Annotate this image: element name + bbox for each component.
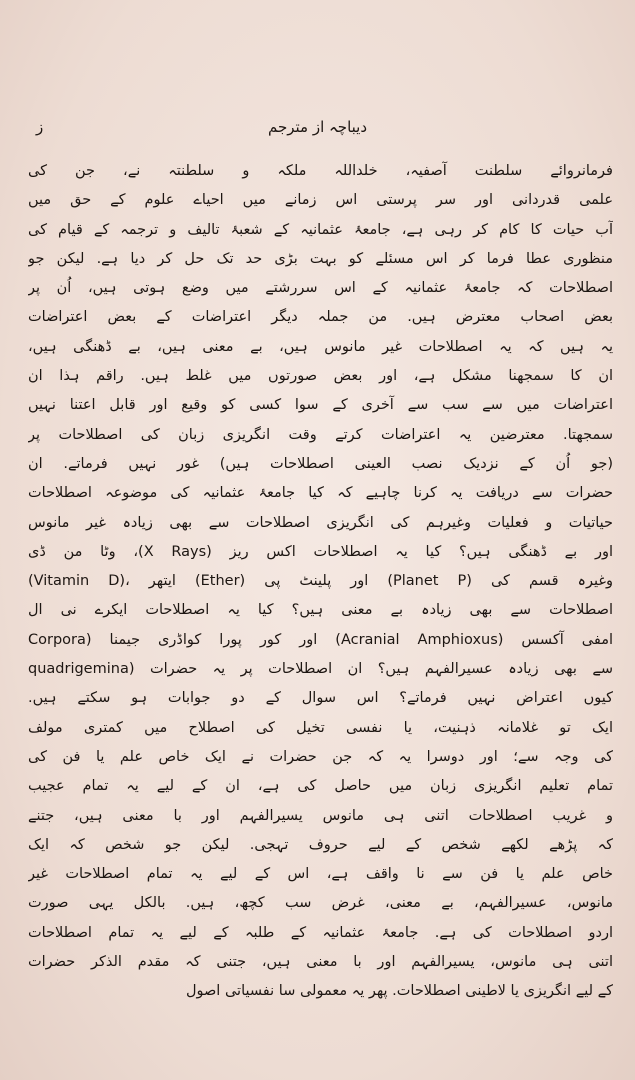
text-line: کے لیے انگریزی یا لاطینی اصطلاحات. پھر یہ معمولی سا نفسیاتی اصول bbox=[185, 983, 613, 1000]
text-line: تمام تعلیم انگریزی زبان میں حاصل کی ہے، ان کے لیے یہ تمام عجیب bbox=[28, 778, 613, 795]
text-line: یہ ہیں کہ یہ اصطلاحات غیر مانوس ہیں، بے معنی ہیں، بے ڈھنگی ہیں، bbox=[28, 338, 613, 355]
text-line: اتنی ہی مانوس، یسیرالفہم اور با معنی ہیں، جتنی کہ مقدم الذکر حضرات bbox=[28, 954, 613, 971]
page-header bbox=[0, 118, 635, 148]
text-line: (Vitamin D)، ایتھر (Ether) اور پلینٹ پی (Planet P) وغیرہ قسم کی bbox=[28, 573, 613, 590]
text-line: امفی آکسس (Acranial Amphioxus) اور کور پورا کواڈری جیمنا (Corpora bbox=[28, 631, 613, 648]
text-line: بعض اصحاب معترض ہیں. من جملہ دیگر اعتراضات کے بعض اعتراضات bbox=[28, 309, 613, 326]
text-line: اردو اصطلاحات کی ہے. جامعۂ عثمانیہ کے طلبہ کے لیے یہ تمام اصطلاحات bbox=[28, 924, 613, 941]
page-number: ز bbox=[36, 118, 44, 136]
text-line: حیاتیات و فعلیات وغیرہم کی انگریزی اصطلاحات سے بھی زیادہ غیر مانوس bbox=[28, 514, 613, 531]
text-line: اصطلاحات کہ جامعۂ عثمانیہ کے اس سررشتے میں وضع ہوتی ہیں، اُن پر bbox=[28, 280, 613, 297]
text-line: کی وجہ سے؛ اور دوسرا یہ کہ جن حضرات نے ایک خاص علم یا فن کی bbox=[28, 748, 613, 765]
text-line: کیوں اعتراض نہیں فرماتے؟ اس سوال کے دو جوابات ہو سکتے ہیں. bbox=[28, 690, 613, 707]
text-line: ایک تو غلامانہ ذہنیت، یا نفسی تخیل کی اصطلاح میں کمتری مولف bbox=[28, 719, 613, 736]
body-text bbox=[28, 157, 613, 1007]
text-line: مانوس، عسیرالفہم، بے معنی، غرض سب کچھ، ہیں. بالکل یہی صورت bbox=[28, 895, 613, 912]
text-line: ان کا سمجھنا مشکل ہے، اور بعض صورتوں میں غلط ہیں. راقم ہذا ان bbox=[28, 368, 613, 385]
text-line: کہ پڑھے لکھے شخص کے لیے حروف تہجی. لیکن جو شخص کہ ایک bbox=[28, 836, 613, 853]
running-title: دیباچہ از مترجم bbox=[267, 118, 368, 136]
text-line: آب حیات کا کام کر رہی ہے، جامعۂ عثمانیہ کے شعبۂ تالیف و ترجمہ کے قیام کی bbox=[28, 221, 613, 238]
text-line: علمی قدردانی اور سر پرستی اس زمانے میں احیاے علوم کے حق میں bbox=[28, 192, 613, 209]
text-line: اعتراضات میں سے سب سے آخری کے سوا کسی کو وقیع اور قابل اعتنا نہیں bbox=[28, 397, 613, 414]
text-line: خاص علم یا فن سے نا واقف ہے، اس کے لیے یہ تمام اصطلاحات غیر bbox=[28, 866, 613, 883]
text-line: quadrigemina) سے بھی زیادہ عسیرالفہم ہیں؟ ان اصطلاحات پر یہ حضرات bbox=[28, 661, 613, 678]
text-line: فرمانروائے سلطنت آصفیہ، خلداللہ ملکہ و سلطنتہ نے، جن کی bbox=[28, 163, 613, 179]
text-line: سمجھتا. معترضین یہ اعتراضات کرتے وقت انگریزی زبان کی اصطلاحات پر bbox=[28, 426, 613, 443]
text-line: اور بے ڈھنگی ہیں؟ کیا یہ اصطلاحات اکس ریز (X Rays)، وٹا من ڈی bbox=[28, 543, 613, 560]
text-line: (جو اُن کے نزدیک نصب العینی اصطلاحات ہیں) غور نہیں فرماتے. ان bbox=[28, 455, 613, 472]
text-line: و غریب اصطلاحات اتنی ہی مانوس یسیرالفہم اور با معنی ہیں، جتنے bbox=[28, 807, 613, 824]
text-line: منظوری عطا فرما کر اس مسئلے کو بہت بڑی حد تک حل کر دیا ہے. لیکن جو bbox=[28, 250, 613, 267]
text-line: حضرات سے دریافت یہ کرنا چاہیے کہ کیا جامعۂ عثمانیہ کی موضوعہ اصطلاحات bbox=[28, 485, 613, 502]
text-line: اصطلاحات سے بھی زیادہ بے معنی ہیں؟ کیا یہ اصطلاحات ایکرے نی ال bbox=[28, 602, 613, 619]
